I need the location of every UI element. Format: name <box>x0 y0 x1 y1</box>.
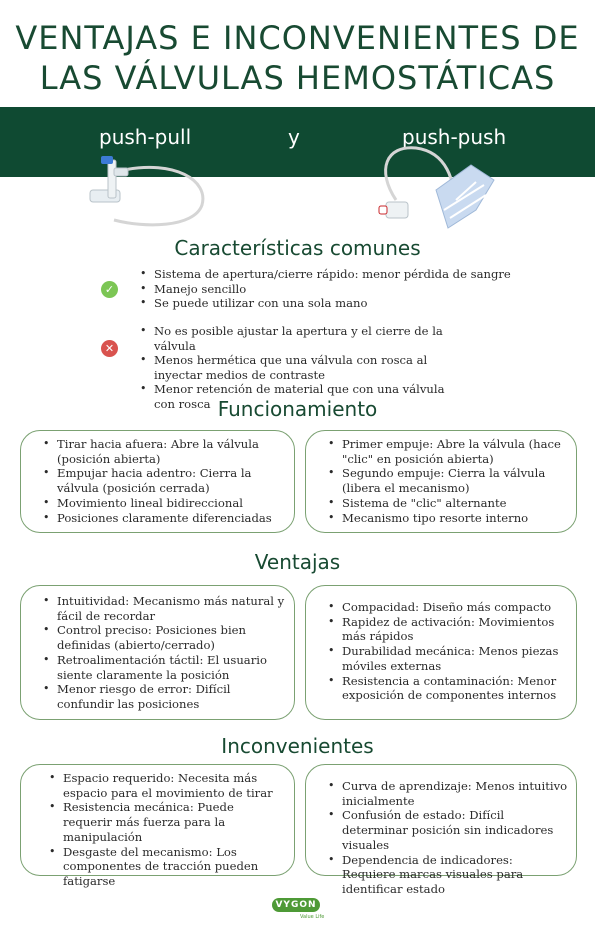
list-item: • Resistencia mecánica: Puede requerir más fuerza para la manipulación <box>45 800 286 844</box>
page-title <box>0 18 595 98</box>
list-item: • Tirar hacia afuera: Abre la válvula (posición abierta) <box>39 437 286 466</box>
push-push-operation-list <box>324 437 568 525</box>
list-item: • No es posible ajustar la apertura y el cierre de la válvula <box>136 324 466 353</box>
list-item: • Se puede utilizar con una sola mano <box>136 296 536 311</box>
list-item: • Curva de aprendizaje: Menos intuitivo inicialmente <box>324 779 568 808</box>
common-pros-list <box>136 267 536 311</box>
push-pull-disadvantages-box <box>20 764 295 888</box>
list-item: • Empujar hacia adentro: Cierra la válvula (posición cerrada) <box>39 466 286 495</box>
list-item: • Compacidad: Diseño más compacto <box>324 600 568 615</box>
push-pull-advantages-box <box>20 585 295 720</box>
list-item: • Retroalimentación táctil: El usuario siente claramente la posición <box>39 653 286 682</box>
list-item: • Rapidez de activación: Movimientos más rápidos <box>324 615 568 644</box>
push-push-disadvantages-list <box>324 779 568 897</box>
list-item: • Segundo empuje: Cierra la válvula (libera el mecanismo) <box>324 466 568 495</box>
page-title-line-1: VENTAJAS E INCONVENIENTES DE <box>15 19 580 57</box>
advantages-title: Ventajas <box>254 550 341 574</box>
list-item: • Menor riesgo de error: Difícil confundir las posiciones <box>39 682 286 711</box>
list-item: • Menos hermética que una válvula con rosca al inyectar medios de contraste <box>136 353 466 382</box>
list-item: • Posiciones claramente diferenciadas <box>39 511 286 526</box>
push-pull-label: push-pull <box>99 125 192 149</box>
push-pull-disadvantages-list <box>45 771 286 889</box>
push-pull-advantages-list <box>39 594 286 712</box>
list-item: • Movimiento lineal bidireccional <box>39 496 286 511</box>
list-item: • Desgaste del mecanismo: Los componentes de tracción pueden fatigarse <box>45 845 286 889</box>
push-push-label: push-push <box>402 125 507 149</box>
cross-icon: ✕ <box>101 340 118 357</box>
push-push-disadvantages-box <box>305 764 577 896</box>
list-item: • Mecanismo tipo resorte interno <box>324 511 568 526</box>
list-item: • Resistencia a contaminación: Menor exposición de componentes internos <box>324 674 568 703</box>
push-push-advantages-box <box>305 585 577 720</box>
list-item: • Espacio requerido: Necesita más espacio para el movimiento de tirar <box>45 771 286 800</box>
push-pull-valve-image <box>84 150 214 235</box>
common-features-title: Características comunes <box>174 236 421 260</box>
list-item: • Menor retención de material que con una válvula con rosca <box>136 382 466 411</box>
logo-tagline: Value Life <box>300 914 325 920</box>
check-icon: ✓ <box>101 281 118 298</box>
push-push-operation-box <box>305 430 577 533</box>
push-pull-operation-list <box>39 437 286 525</box>
list-item: • Primer empuje: Abre la válvula (hace "clic" en posición abierta) <box>324 437 568 466</box>
list-item: • Manejo sencillo <box>136 282 536 297</box>
push-pull-operation-box <box>20 430 295 533</box>
page-title-line-2: LAS VÁLVULAS HEMOSTÁTICAS <box>39 59 556 97</box>
list-item: • Sistema de apertura/cierre rápido: menor pérdida de sangre <box>136 267 536 282</box>
list-item: • Intuitividad: Mecanismo más natural y fácil de recordar <box>39 594 286 623</box>
operation-title: Funcionamiento <box>217 397 378 421</box>
list-item: • Durabilidad mecánica: Menos piezas móviles externas <box>324 644 568 673</box>
list-item: • Confusión de estado: Difícil determinar posición sin indicadores visuales <box>324 808 568 852</box>
push-push-advantages-list <box>324 600 568 703</box>
disadvantages-title: Inconvenientes <box>221 734 374 758</box>
list-item: • Dependencia de indicadores: Requiere marcas visuales para identificar estado <box>324 853 568 897</box>
list-item: • Control preciso: Posiciones bien definidas (abierto/cerrado) <box>39 623 286 652</box>
push-push-valve-image <box>376 140 496 235</box>
list-item: • Sistema de "clic" alternante <box>324 496 568 511</box>
and-label: y <box>288 125 300 149</box>
vygon-logo: VYGON <box>272 898 320 912</box>
